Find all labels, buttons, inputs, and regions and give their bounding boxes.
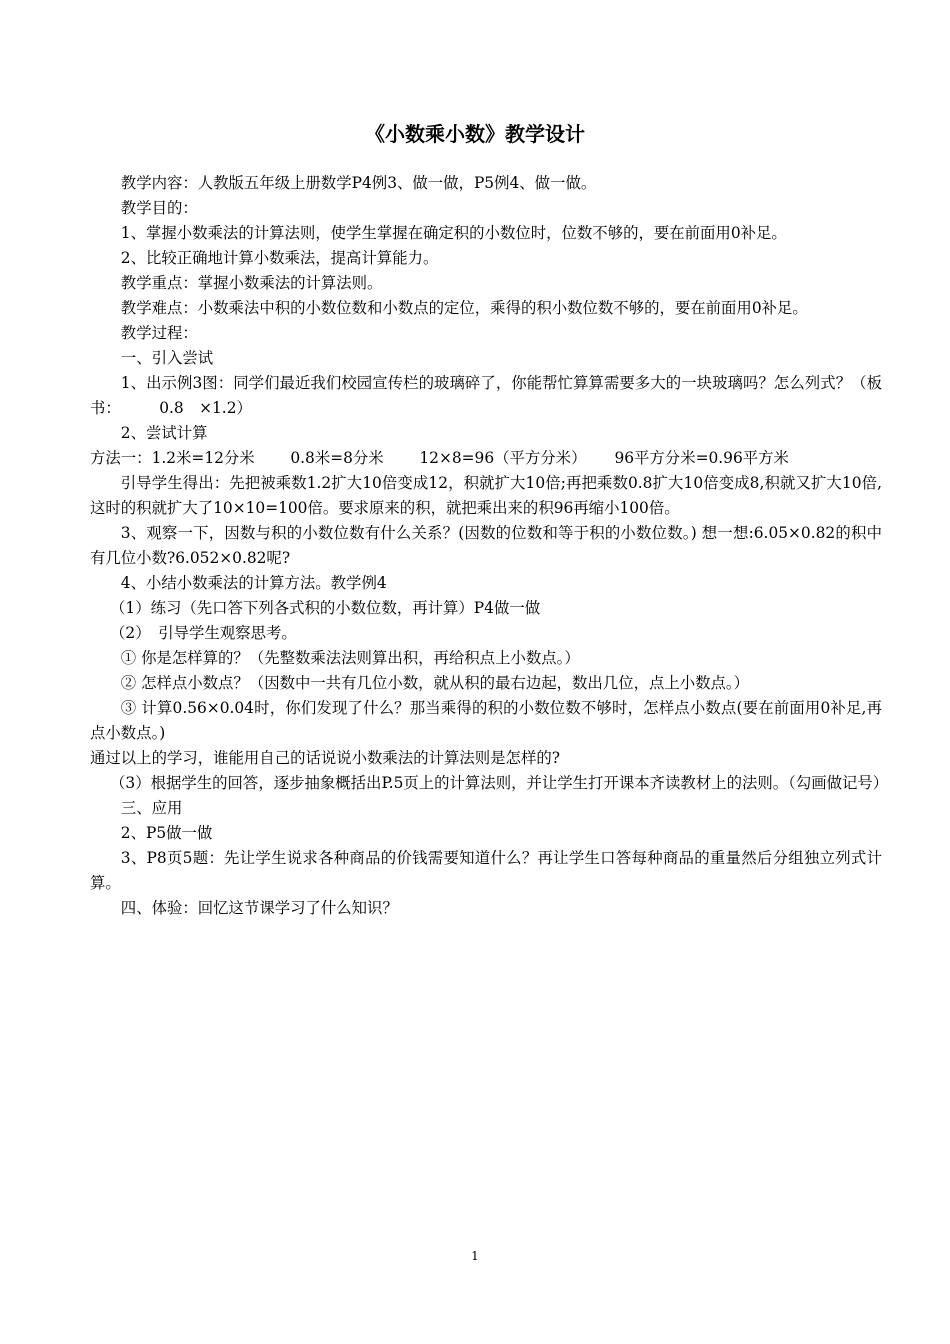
paragraph-application-3: 3、P8页5题：先让学生说求各种商品的价钱需要知道什么？再让学生口答每种商品的重量然后分组独立列式计算。 bbox=[90, 849, 882, 892]
paragraph-key-point: 教学重点：掌握小数乘法的计算法则。 bbox=[120, 274, 383, 292]
paragraph-try-calculation: 2、尝试计算 bbox=[120, 424, 208, 442]
paragraph-difficulty: 教学难点：小数乘法中积的小数位数和小数点的定位，乘得的积小数位数不够的，要在前面用0补足。 bbox=[120, 299, 808, 317]
section-heading-introduction: 一、引入尝试 bbox=[120, 349, 214, 367]
paragraph-objective-2: 2、比较正确地计算小数乘法，提高计算能力。 bbox=[120, 249, 439, 267]
paragraph-practice-2: （2） 引导学生观察思考。 bbox=[110, 624, 297, 642]
paragraph-question-2: ② 怎样点小数点？（因数中一共有几位小数，就从积的最右边起，数出几位，点上小数点。） bbox=[120, 674, 750, 692]
document-body bbox=[90, 171, 889, 921]
paragraph-question-3: ③ 计算0.56×0.04时，你们发现了什么？那当乘得的积的小数位数不够时，怎样点小数点(要在前面用0补足,再点小数点。) bbox=[90, 699, 882, 742]
document-title: 《小数乘小数》教学设计 bbox=[365, 122, 585, 146]
paragraph-teaching-content: 教学内容：人教版五年级上册数学P4例3、做一做，P5例4、做一做。 bbox=[120, 174, 597, 192]
paragraph-teaching-objective-heading: 教学目的： bbox=[120, 199, 198, 217]
section-heading-experience: 四、体验：回忆这节课学习了什么知识？ bbox=[120, 899, 398, 917]
paragraph-observe: 3、观察一下，因数与积的小数位数有什么关系？(因数的位数和等于积的小数位数。) 想一想:6.05×0.82的积中有几位小数?6.052×0.82呢? bbox=[90, 524, 882, 567]
paragraph-example-3: 1、出示例3图：同学们最近我们校园宣传栏的玻璃碎了，你能帮忙算算需要多大的一块玻璃吗？怎么列式？（板书： 0.8 ×1.2） bbox=[90, 374, 882, 417]
paragraph-process-heading: 教学过程： bbox=[120, 324, 198, 342]
section-heading-application: 三、应用 bbox=[120, 799, 183, 817]
paragraph-practice-3: （3）根据学生的回答，逐步抽象概括出P.5页上的计算法则，并让学生打开课本齐读教材上的法则。（勾画做记号） bbox=[110, 774, 889, 792]
paragraph-application-2: 2、P5做一做 bbox=[120, 824, 213, 842]
paragraph-objective-1: 1、掌握小数乘法的计算法则，使学生掌握在确定积的小数位时，位数不够的，要在前面用0补足。 bbox=[120, 224, 787, 242]
paragraph-method-one: 方法一：1.2米=12分米 0.8米=8分米 12×8=96（平方分米） 96平方分米=0.96平方米 bbox=[90, 449, 789, 467]
paragraph-question-1: ① 你是怎样算的？（先整数乘法法则算出积，再给积点上小数点。） bbox=[120, 649, 580, 667]
page-number: 1 bbox=[471, 1249, 479, 1263]
paragraph-practice-1: （1）练习（先口答下列各式积的小数位数，再计算）P4做一做 bbox=[110, 599, 541, 617]
paragraph-reflection-question: 通过以上的学习，谁能用自己的话说说小数乘法的计算法则是怎样的? bbox=[90, 749, 560, 767]
paragraph-guide-conclusion: 引导学生得出：先把被乘数1.2扩大10倍变成12，积就扩大10倍;再把乘数0.8扩大10倍变成8,积就又扩大10倍,这时的积就扩大了10×10=100倍。要求原来的积，就把乘出来的积96再缩小100倍。 bbox=[90, 474, 882, 517]
paragraph-summary-method: 4、小结小数乘法的计算方法。教学例4 bbox=[120, 574, 387, 592]
